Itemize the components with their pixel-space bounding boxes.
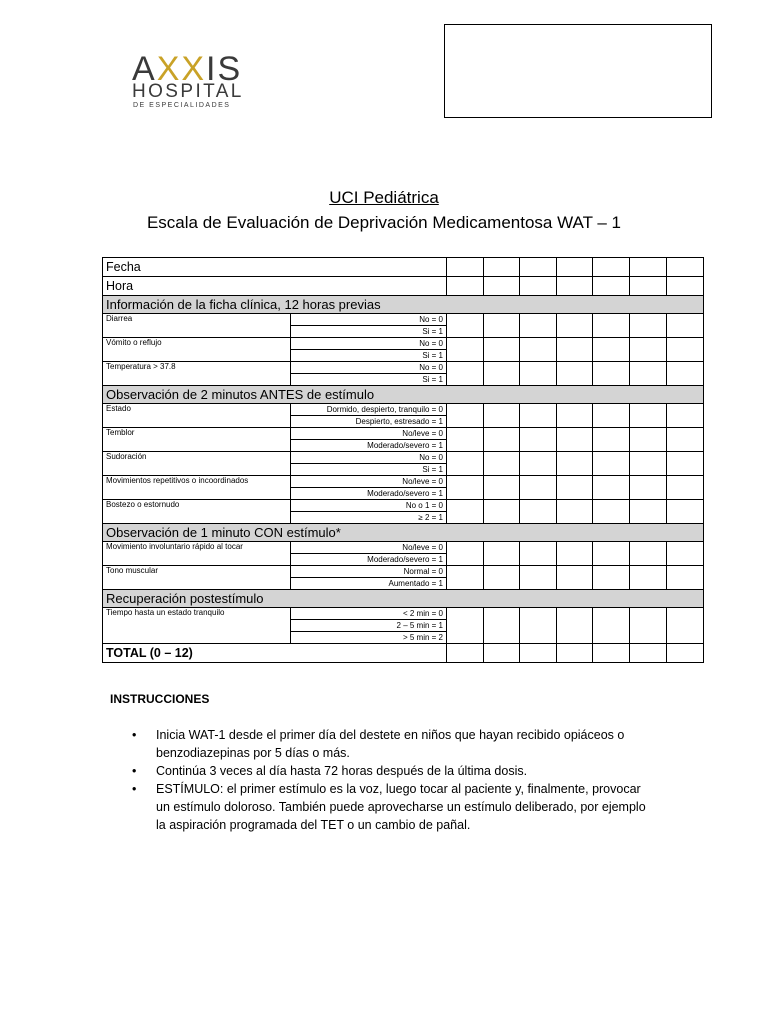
item-temblor: Temblor <box>103 428 291 452</box>
total-cell[interactable] <box>484 644 520 663</box>
entry-cell[interactable] <box>520 277 557 296</box>
score-cell[interactable] <box>447 404 484 428</box>
score-cell[interactable] <box>557 404 593 428</box>
entry-cell[interactable] <box>630 277 667 296</box>
score-cell[interactable] <box>520 452 557 476</box>
score-cell[interactable] <box>630 566 667 590</box>
score-cell[interactable] <box>667 314 704 338</box>
instructions-heading: INSTRUCCIONES <box>110 692 210 706</box>
score-cell[interactable] <box>557 542 593 566</box>
score-cell[interactable] <box>520 404 557 428</box>
option: Aumentado = 1 <box>291 578 447 590</box>
score-cell[interactable] <box>593 338 630 362</box>
score-cell[interactable] <box>630 452 667 476</box>
score-cell[interactable] <box>630 338 667 362</box>
entry-cell[interactable] <box>667 258 704 277</box>
section-header-antes: Observación de 2 minutos ANTES de estímulo <box>103 386 704 404</box>
score-cell[interactable] <box>557 428 593 452</box>
score-cell[interactable] <box>557 452 593 476</box>
score-cell[interactable] <box>557 362 593 386</box>
item-movimiento-involuntario: Movimiento involuntario rápido al tocar <box>103 542 291 566</box>
item-bostezo: Bostezo o estornudo <box>103 500 291 524</box>
score-cell[interactable] <box>667 608 704 644</box>
score-cell[interactable] <box>447 500 484 524</box>
score-cell[interactable] <box>593 476 630 500</box>
option: No = 0 <box>291 314 447 326</box>
option: Moderado/severo = 1 <box>291 554 447 566</box>
item-estado: Estado <box>103 404 291 428</box>
score-cell[interactable] <box>667 500 704 524</box>
label-total: TOTAL (0 – 12) <box>103 644 447 663</box>
score-cell[interactable] <box>557 476 593 500</box>
score-cell[interactable] <box>667 362 704 386</box>
score-cell[interactable] <box>557 608 593 644</box>
item-diarrea: Diarrea <box>103 314 291 338</box>
entry-cell[interactable] <box>447 258 484 277</box>
score-cell[interactable] <box>484 476 520 500</box>
total-cell[interactable] <box>447 644 484 663</box>
score-cell[interactable] <box>484 428 520 452</box>
score-cell[interactable] <box>447 608 484 644</box>
entry-cell[interactable] <box>557 258 593 277</box>
wat-score-table <box>102 257 704 663</box>
total-cell[interactable] <box>557 644 593 663</box>
score-cell[interactable] <box>447 314 484 338</box>
score-cell[interactable] <box>484 608 520 644</box>
section-header-ficha: Información de la ficha clínica, 12 horas previas <box>103 296 704 314</box>
score-cell[interactable] <box>484 452 520 476</box>
item-vomito: Vómito o reflujo <box>103 338 291 362</box>
total-cell[interactable] <box>630 644 667 663</box>
score-cell[interactable] <box>630 314 667 338</box>
entry-cell[interactable] <box>557 277 593 296</box>
score-cell[interactable] <box>484 362 520 386</box>
label-hora: Hora <box>103 277 447 296</box>
score-cell[interactable] <box>630 476 667 500</box>
option: Normal = 0 <box>291 566 447 578</box>
option: No = 0 <box>291 338 447 350</box>
entry-cell[interactable] <box>484 258 520 277</box>
score-cell[interactable] <box>520 542 557 566</box>
score-cell[interactable] <box>630 362 667 386</box>
entry-cell[interactable] <box>484 277 520 296</box>
logo-subtitle: DE ESPECIALIDADES <box>133 102 231 109</box>
score-cell[interactable] <box>484 314 520 338</box>
total-cell[interactable] <box>667 644 704 663</box>
score-cell[interactable] <box>667 404 704 428</box>
list-item: • Continúa 3 veces al día hasta 72 horas después de la última dosis. <box>132 764 528 778</box>
option: Si = 1 <box>291 374 447 386</box>
option: No o 1 = 0 <box>291 500 447 512</box>
option: No/leve = 0 <box>291 428 447 440</box>
item-movimientos: Movimientos repetitivos o incoordinados <box>103 476 291 500</box>
score-cell[interactable] <box>593 404 630 428</box>
option: Si = 1 <box>291 464 447 476</box>
score-cell[interactable] <box>630 404 667 428</box>
score-cell[interactable] <box>520 314 557 338</box>
total-cell[interactable] <box>520 644 557 663</box>
option: Si = 1 <box>291 350 447 362</box>
score-cell[interactable] <box>593 362 630 386</box>
option: Moderado/severo = 1 <box>291 440 447 452</box>
row-fecha <box>103 258 704 277</box>
score-cell[interactable] <box>630 500 667 524</box>
score-cell[interactable] <box>447 566 484 590</box>
option: 2 – 5 min = 1 <box>291 620 447 632</box>
score-cell[interactable] <box>667 338 704 362</box>
score-cell[interactable] <box>557 500 593 524</box>
score-cell[interactable] <box>520 608 557 644</box>
score-cell[interactable] <box>593 428 630 452</box>
entry-cell[interactable] <box>630 258 667 277</box>
list-item: • Inicia WAT-1 desde el primer día del destete en niños que hayan recibido opiáceos o benzodiazepinas por 5 días o más. <box>132 728 625 760</box>
score-cell[interactable] <box>484 566 520 590</box>
logo-hospital-text: HOSPITAL <box>132 81 244 102</box>
score-cell[interactable] <box>484 542 520 566</box>
score-cell[interactable] <box>447 362 484 386</box>
entry-cell[interactable] <box>593 277 630 296</box>
item-tono-muscular: Tono muscular <box>103 566 291 590</box>
entry-cell[interactable] <box>593 258 630 277</box>
option: ≥ 2 = 1 <box>291 512 447 524</box>
score-cell[interactable] <box>593 608 630 644</box>
score-cell[interactable] <box>667 476 704 500</box>
entry-cell[interactable] <box>447 277 484 296</box>
score-cell[interactable] <box>520 428 557 452</box>
score-cell[interactable] <box>520 362 557 386</box>
score-cell[interactable] <box>593 566 630 590</box>
option: Dormido, despierto, tranquilo = 0 <box>291 404 447 416</box>
instructions-list <box>132 726 652 834</box>
option: Despierto, estresado = 1 <box>291 416 447 428</box>
option: Si = 1 <box>291 326 447 338</box>
score-cell[interactable] <box>447 542 484 566</box>
score-cell[interactable] <box>630 608 667 644</box>
score-cell[interactable] <box>484 500 520 524</box>
bullet-icon: • <box>132 764 137 778</box>
option: No = 0 <box>291 452 447 464</box>
option: > 5 min = 2 <box>291 632 447 644</box>
option: No = 0 <box>291 362 447 374</box>
score-cell[interactable] <box>557 314 593 338</box>
label-fecha: Fecha <box>103 258 447 277</box>
item-temperatura: Temperatura > 37.8 <box>103 362 291 386</box>
score-cell[interactable] <box>630 542 667 566</box>
item-tiempo-tranquilo: Tiempo hasta un estado tranquilo <box>103 608 291 644</box>
bullet-icon: • <box>132 728 137 742</box>
score-cell[interactable] <box>484 404 520 428</box>
patient-id-box[interactable] <box>444 24 712 118</box>
score-cell[interactable] <box>520 476 557 500</box>
option: No/leve = 0 <box>291 542 447 554</box>
score-cell[interactable] <box>484 338 520 362</box>
total-cell[interactable] <box>593 644 630 663</box>
option: < 2 min = 0 <box>291 608 447 620</box>
hospital-logo <box>132 52 272 110</box>
score-cell[interactable] <box>593 500 630 524</box>
section-header-con: Observación de 1 minuto CON estímulo* <box>103 524 704 542</box>
bullet-icon: • <box>132 782 137 796</box>
page-title: UCI Pediátrica <box>329 188 439 207</box>
score-cell[interactable] <box>667 542 704 566</box>
option: Moderado/severo = 1 <box>291 488 447 500</box>
score-cell[interactable] <box>557 338 593 362</box>
item-sudoracion: Sudoración <box>103 452 291 476</box>
entry-cell[interactable] <box>520 258 557 277</box>
score-cell[interactable] <box>557 566 593 590</box>
list-item: • ESTÍMULO: el primer estímulo es la voz, luego tocar al paciente y, finalmente, provocar un estímulo doloroso. También puede aprovecharse un estímulo deliberado, por ejemplo la aspiración programada del TET o un cambio de pañal. <box>132 782 646 832</box>
entry-cell[interactable] <box>667 277 704 296</box>
score-cell[interactable] <box>630 428 667 452</box>
score-cell[interactable] <box>667 566 704 590</box>
score-cell[interactable] <box>447 476 484 500</box>
score-cell[interactable] <box>667 452 704 476</box>
score-cell[interactable] <box>593 542 630 566</box>
option: No/leve = 0 <box>291 476 447 488</box>
section-header-recuperacion: Recuperación postestímulo <box>103 590 704 608</box>
score-cell[interactable] <box>593 452 630 476</box>
score-cell[interactable] <box>447 452 484 476</box>
score-cell[interactable] <box>447 428 484 452</box>
score-cell[interactable] <box>520 500 557 524</box>
page-subtitle: Escala de Evaluación de Deprivación Medicamentosa WAT – 1 <box>146 213 622 232</box>
logo-wordmark: AXXIS <box>132 50 243 88</box>
row-hora <box>103 277 704 296</box>
score-cell[interactable] <box>667 428 704 452</box>
score-cell[interactable] <box>447 338 484 362</box>
score-cell[interactable] <box>593 314 630 338</box>
score-cell[interactable] <box>520 566 557 590</box>
score-cell[interactable] <box>520 338 557 362</box>
